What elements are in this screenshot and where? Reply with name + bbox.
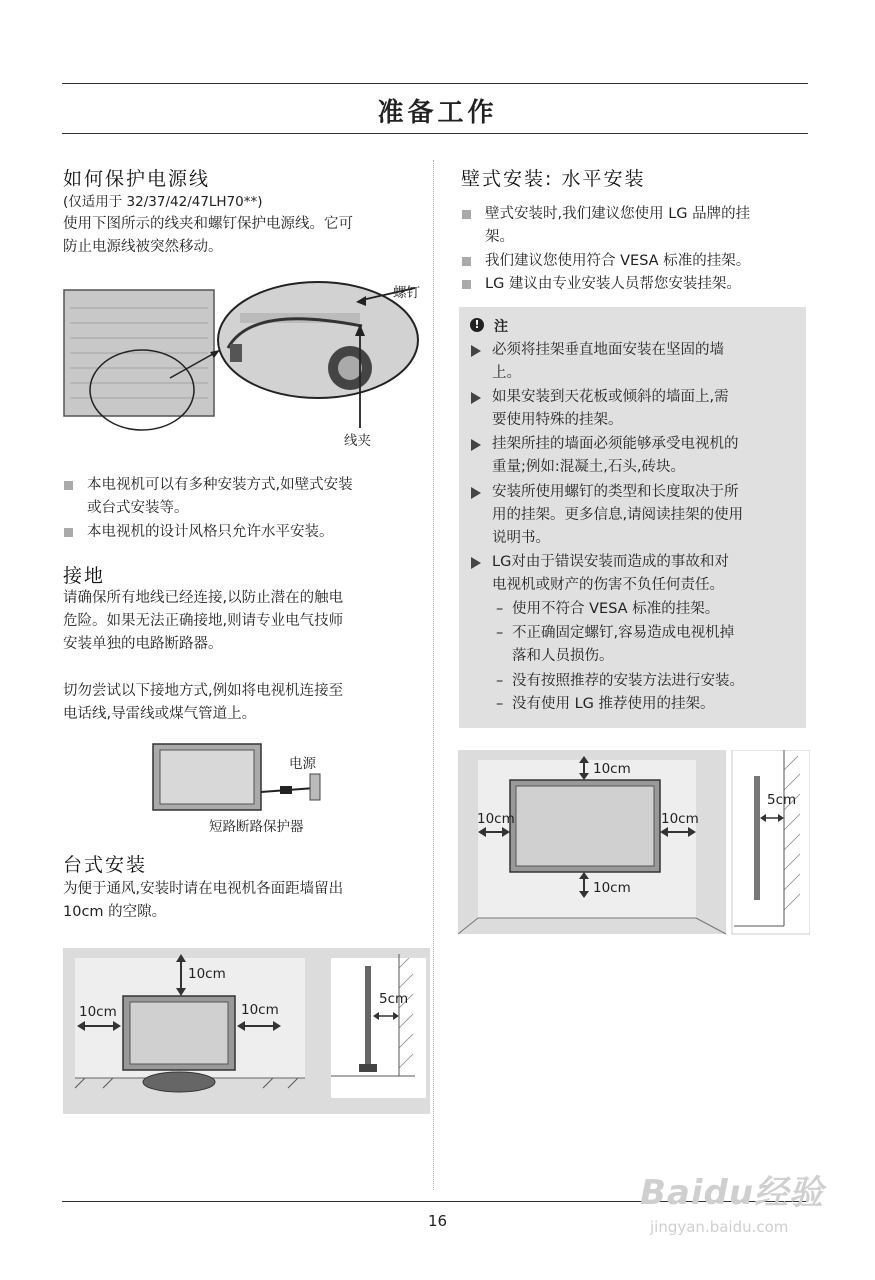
wall-bullet-1 [461,203,750,249]
wall-right-label: 10cm [661,811,699,827]
note-subitem-1-line-1: – 使用不符合 VESA 标准的挂架。 [512,601,720,617]
top-rule [62,83,808,84]
wall-bullet-2-line-1: 我们建议您使用符合 VESA 标准的挂架。 [485,253,751,269]
note-item-1-line-2: 上。 [492,365,521,381]
cable-models: (仅适用于 32/37/42/47LH70**) [63,194,263,210]
wall-diagram [458,750,810,936]
note-item-1 [459,339,724,385]
cable-desc-1: 使用下图所示的线夹和螺钉保护电源线。它可 [63,216,353,232]
note-item-4-line-1: 安装所使用螺钉的类型和长度取决于所 [492,484,739,500]
note-title: 注 [494,319,508,335]
ground-para1-line-3: 安装单独的电路断路器。 [63,636,223,652]
ground-para1-line-2: 危险。如果无法正确接地,则请专业电气技师 [63,613,344,629]
desk-left-label: 10cm [79,1004,117,1020]
triangle-bullet-icon [471,392,481,404]
desk-top-label: 10cm [188,966,226,982]
wall-side-label: 5cm [767,792,797,808]
note-subitem-3 [459,670,744,693]
triangle-bullet-icon [471,345,481,357]
wall-bullet-3-line-1: LG 建议由专业安装人员帮您安装挂架。 [485,276,741,292]
ground-para1-line-1: 请确保所有地线已经连接,以防止潜在的触电 [63,590,344,606]
note-item-3 [459,433,739,479]
note-subitem-1 [459,598,719,621]
note-item-2-line-1: 如果安装到天花板或倾斜的墙面上,需 [492,389,729,405]
watermark-brand: Baidu经验 [640,1173,825,1213]
wall-top-label: 10cm [593,761,631,777]
note-subitem-2-line-1: – 不正确固定螺钉,容易造成电视机掉 [512,625,735,641]
note-item-2-line-2: 要使用特殊的挂架。 [492,412,623,428]
note-item-4-line-2: 用的挂架。更多信息,请阅读挂架的使用 [492,507,744,523]
page-number: 16 [427,1212,448,1230]
wall-bullet-2 [461,250,750,273]
ground-para2-line-2: 电话线,导雷线或煤气管道上。 [63,706,257,722]
desk-side-label: 5cm [379,991,409,1007]
screw-label: 螺钉 [393,285,420,301]
watermark-url: jingyan.baidu.com [650,1218,789,1236]
mount-bullet-1-line-2: 或台式安装等。 [87,500,189,516]
clip-label: 线夹 [344,433,371,449]
note-subitem-4 [459,693,715,716]
mount-bullet-1-line-1: 本电视机可以有多种安装方式,如壁式安装 [87,477,353,493]
wall-bottom-label: 10cm [593,880,631,896]
note-item-2 [459,386,729,432]
mount-bullet-2 [63,521,334,544]
desk-desc-line-2: 10cm 的空隙。 [63,904,167,920]
ground-para1 [63,587,343,656]
triangle-bullet-icon [471,487,481,499]
wall-bullet-1-line-2: 架。 [485,229,514,245]
note-item-4-line-3: 说明书。 [492,530,550,546]
desk-heading: 台式安装 [63,854,148,876]
desk-desc-line-1: 为便于通风,安装时请在电视机各面距墙留出 [63,881,344,897]
note-item-3-line-1: 挂架所挂的墙面必须能够承受电视机的 [492,436,739,452]
note-subitem-2 [459,622,734,668]
ground-para2 [63,680,343,726]
wall-heading: 壁式安装: 水平安装 [461,168,646,190]
desk-right-label: 10cm [241,1002,279,1018]
triangle-bullet-icon [471,439,481,451]
cable-desc-2: 防止电源线被突然移动。 [63,239,223,255]
note-item-1-line-1: 必须将挂架垂直地面安装在坚固的墙 [492,342,724,358]
note-item-5-line-2: 电视机或财产的伤害不负任何责任。 [492,577,724,593]
note-subitem-4-line-1: – 没有使用 LG 推荐使用的挂架。 [512,696,715,712]
wall-left-label: 10cm [477,811,515,827]
ground-heading: 接地 [63,565,106,587]
triangle-bullet-icon [471,557,481,569]
mount-bullet-2-line-1: 本电视机的设计风格只允许水平安装。 [87,524,334,540]
note-item-5 [459,551,729,597]
breaker-label: 短路断路保护器 [209,819,304,835]
title-rule [62,133,808,134]
note-subitem-3-line-1: – 没有按照推荐的安装方法进行安装。 [512,673,744,689]
note-item-3-line-2: 重量;例如:混凝土,石头,砖块。 [492,459,685,475]
page-title: 准备工作 [377,98,498,128]
power-label: 电源 [289,756,316,772]
wall-bullet-3 [461,273,741,296]
note-item-4 [459,481,743,550]
cable-diagram [60,278,430,448]
warning-icon: ! [470,318,484,332]
desk-diagram [63,948,430,1114]
column-divider [433,160,434,1190]
wall-bullet-1-line-1: 壁式安装时,我们建议您使用 LG 品牌的挂 [485,206,751,222]
cable-heading: 如何保护电源线 [63,168,211,190]
note-item-5-line-1: LG对由于错误安装而造成的事故和对 [492,554,729,570]
mount-bullet-1 [63,474,353,520]
desk-desc [63,878,343,924]
ground-para2-line-1: 切勿尝试以下接地方式,例如将电视机连接至 [63,683,344,699]
note-subitem-2-line-2: 落和人员损伤。 [512,648,614,664]
